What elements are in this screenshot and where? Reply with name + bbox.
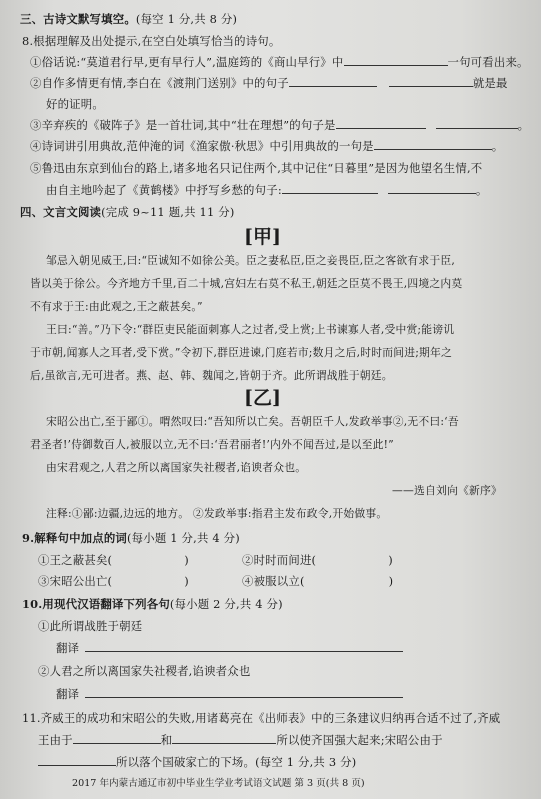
page-footer: 2017 年内蒙古通辽市初中毕业生学业考试语文试题 第 3 页(共 8 页): [72, 778, 365, 789]
item-8-3: ③辛弃疾的《破阵子》是一首壮词,其中“壮在理想”的句子是 。: [30, 118, 530, 132]
section-3-heading: 三、古诗文默写填空。(每空 1 分,共 8 分): [20, 12, 238, 26]
question-8: 8.根据理解及出处提示,在空白处填写恰当的诗句。: [22, 34, 281, 48]
question-11-cont: 所以落个国破家亡的下场。(每空 1 分,共 3 分): [38, 754, 356, 770]
q10-item-1: ①此所谓战胜于朝廷: [38, 619, 143, 633]
section-4-heading: 四、文言文阅读(完成 9~11 题,共 11 分): [20, 205, 235, 219]
q9-item-3: ③宋昭公出亡( ): [38, 574, 189, 588]
passage-jia-line: 皆以美于徐公。今齐地方千里,百二十城,宫妇左右莫不私王,朝廷之臣莫不畏王,四境之内莫: [30, 277, 463, 290]
item-8-2: ②自作多情更有情,李白在《渡荆门送别》中的句子 就是最: [30, 76, 508, 90]
question-9: 9.解释句中加点的词(每小题 1 分,共 4 分): [22, 531, 240, 545]
question-11-cont: 王由于 和 所以使齐国强大起来;宋昭公由于: [38, 733, 443, 747]
passage-jia-heading: [甲]: [244, 226, 281, 248]
answer-blank[interactable]: [282, 183, 378, 194]
q9-item-2: ②时时而间进( ): [242, 553, 393, 567]
passage-yi-line: 由宋君观之,人君之所以离国家失社稷者,谄谀者众也。: [46, 461, 307, 474]
item-8-5-cont: 由自主地吟起了《黄鹤楼》中抒写乡愁的句子: 。: [46, 183, 488, 197]
answer-blank[interactable]: [38, 755, 116, 766]
item-8-2-cont: 好的证明。: [46, 97, 104, 111]
q10-item-2: ②人君之所以离国家失社稷者,谄谀者众也: [38, 664, 251, 678]
passage-yi-line: 宋昭公出亡,至于鄙①。喟然叹曰:“吾知所以亡矣。吾朝臣千人,发政举事②,无不曰:‘吾: [46, 415, 459, 428]
answer-blank[interactable]: [336, 118, 426, 129]
answer-blank[interactable]: [172, 733, 276, 744]
passage-jia-line: 于市朝,闻寡人之耳者,受下赏。”令初下,群臣进谏,门庭若市;数月之后,时时而间进;期年之: [30, 346, 453, 359]
answer-blank[interactable]: [436, 118, 518, 129]
answer-blank[interactable]: [289, 76, 377, 87]
q10-translate-2: 翻译: [56, 686, 403, 702]
passage-notes: 注释:①鄙:边疆,边远的地方。 ②发政举事:指君主发布政令,开始做事。: [46, 507, 388, 520]
passage-jia-line: 王曰:“善。”乃下令:“群臣吏民能面刺寡人之过者,受上赏;上书谏寡人者,受中赏;能谤讥: [46, 323, 455, 336]
translation-blank[interactable]: [85, 641, 403, 652]
passage-source: ——选自刘向《新序》: [392, 484, 502, 497]
question-10: 10.用现代汉语翻译下列各句(每小题 2 分,共 4 分): [22, 597, 283, 611]
answer-blank[interactable]: [389, 76, 473, 87]
answer-blank[interactable]: [388, 183, 476, 194]
item-8-4: ④诗词讲引用典故,范仲淹的词《渔家傲·秋思》中引用典故的一句是 。: [30, 139, 504, 153]
answer-blank[interactable]: [374, 139, 492, 150]
passage-jia-line: 不有求于王:由此观之,王之蔽甚矣。”: [30, 300, 203, 313]
q9-item-1: ①王之蔽甚矣( ): [38, 553, 189, 567]
passage-yi-heading: [乙]: [244, 387, 281, 409]
passage-yi-line: 君圣者!’侍御数百人,被服以立,无不曰:‘吾君丽者!’内外不闻吾过,是以至此!”: [30, 438, 394, 451]
q10-translate-1: 翻译: [56, 640, 403, 656]
item-8-5: ⑤鲁迅由东京到仙台的路上,诸多地名只记住两个,其中记住“日暮里”是因为他望名生情,不: [30, 161, 483, 175]
answer-blank[interactable]: [344, 55, 448, 66]
translation-blank[interactable]: [85, 687, 403, 698]
answer-blank[interactable]: [73, 733, 161, 744]
passage-jia-line: 邹忌入朝见威王,曰:“臣诚知不如徐公美。臣之妻私臣,臣之妾畏臣,臣之客欲有求于臣,: [46, 254, 455, 267]
passage-jia-line: 后,虽欲言,无可进者。燕、赵、韩、魏闻之,皆朝于齐。此所谓战胜于朝廷。: [30, 369, 393, 382]
q9-item-4: ④被服以立( ): [242, 574, 394, 588]
question-11: 11.齐威王的成功和宋昭公的失败,用诸葛亮在《出师表》中的三条建议归纳再合适不过了,齐威: [22, 711, 501, 725]
item-8-1: ①俗话说:“莫道君行早,更有早行人”,温庭筠的《商山早行》中 一句可看出来。: [30, 55, 529, 69]
